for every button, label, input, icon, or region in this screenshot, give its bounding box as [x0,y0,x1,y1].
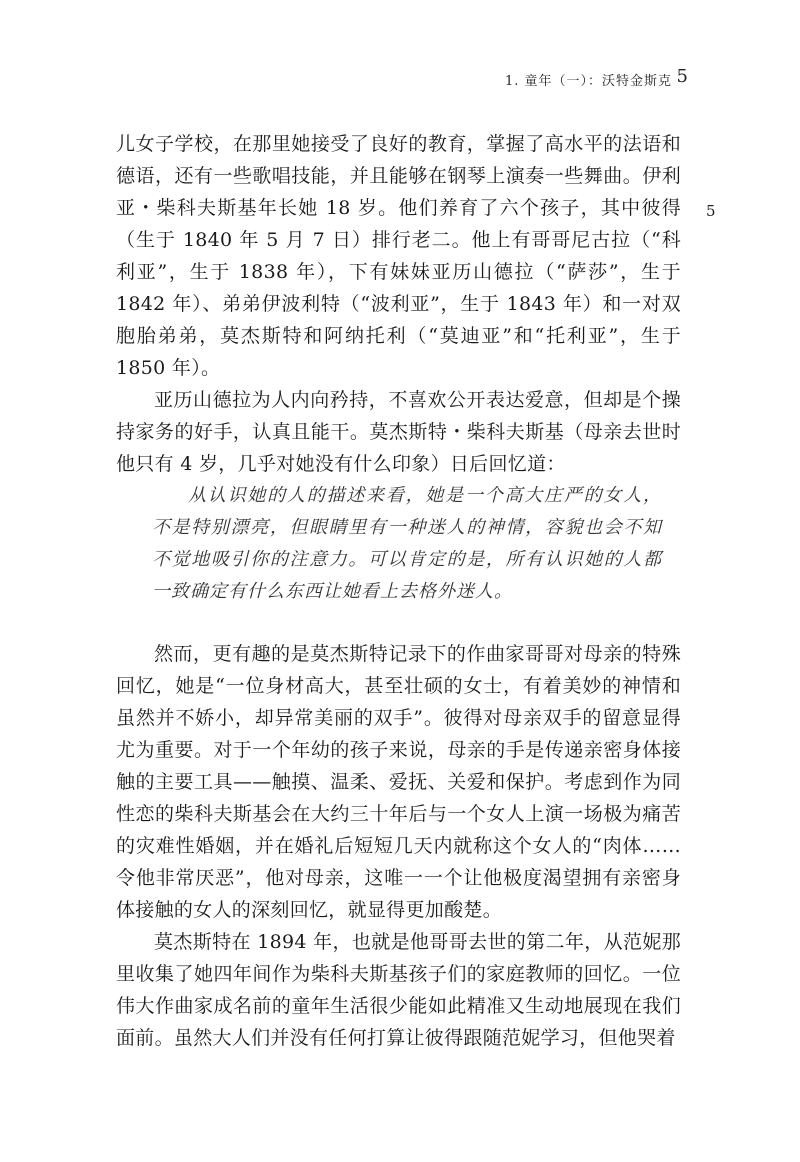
quote-text: 从认识她的人的描述来看，她是一个高大庄严的女人，不是特别漂亮，但眼睛里有一种迷人的神情，容貌也会不知不觉地吸引你的注意力。可以肯定的是，所有认识她的人都一致确定有什么东西让她看上去格外迷人。 [152,485,662,602]
margin-marker: 5 [706,202,716,220]
body-text-top [116,128,681,480]
block-quote [152,480,662,608]
page-number: 5 [676,66,688,87]
running-head: 1. 童年（一）：沃特金斯克 [504,74,672,89]
paragraph-2: 亚历山德拉为人内向矜持，不喜欢公开表达爱意，但却是个操持家务的好手，认真且能干。莫杰斯特・柴科夫斯基（母亲去世时他只有 4 岁，几乎对她没有什么印象）日后回忆道： [116,389,681,475]
body-text-bottom [116,638,681,1054]
paragraph-4: 莫杰斯特在 1894 年，也就是他哥哥去世的第二年，从范妮那里收集了她四年间作为柴科夫斯基孩子们的家庭教师的回忆。一位伟大作曲家成名前的童年生活很少能如此精准又生动地展现在我们面前。虽然大人们并没有任何打算让彼得跟随范妮学习，但他哭着 [116,931,681,1049]
paragraph-1: 儿女子学校，在那里她接受了良好的教育，掌握了高水平的法语和德语，还有一些歌唱技能，并且能够在钢琴上演奏一些舞曲。伊利亚・柴科夫斯基年长她 18 岁。他们养育了六个孩子，其中彼得（生于 1840 年 5 月 7 日）排行老二。他上有哥哥尼古拉（“科利亚”，生于 1838 年），下有妹妹亚历山德拉（“萨莎”，生于 1842 年）、弟弟伊波利特（“波利亚”，生于 1843 年）和一对双胞胎弟弟，莫杰斯特和阿纳托利（“莫迪亚”和“托利亚”，生于 1850 年）。 [116,133,681,379]
paragraph-3: 然而，更有趣的是莫杰斯特记录下的作曲家哥哥对母亲的特殊回忆，她是“一位身材高大，甚至壮硕的女士，有着美妙的神情和虽然并不娇小，却异常美丽的双手”。彼得对母亲双手的留意显得尤为重要。对于一个年幼的孩子来说，母亲的手是传递亲密身体接触的主要工具——触摸、温柔、爱抚、关爱和保护。考虑到作为同性恋的柴科夫斯基会在大约三十年后与一个女人上演一场极为痛苦的灾难性婚姻，并在婚礼后短短几天内就称这个女人的“肉体……令他非常厌恶”，他对母亲，这唯一一个让他极度渴望拥有亲密身体接触的女人的深刻回忆，就显得更加酸楚。 [116,643,681,921]
